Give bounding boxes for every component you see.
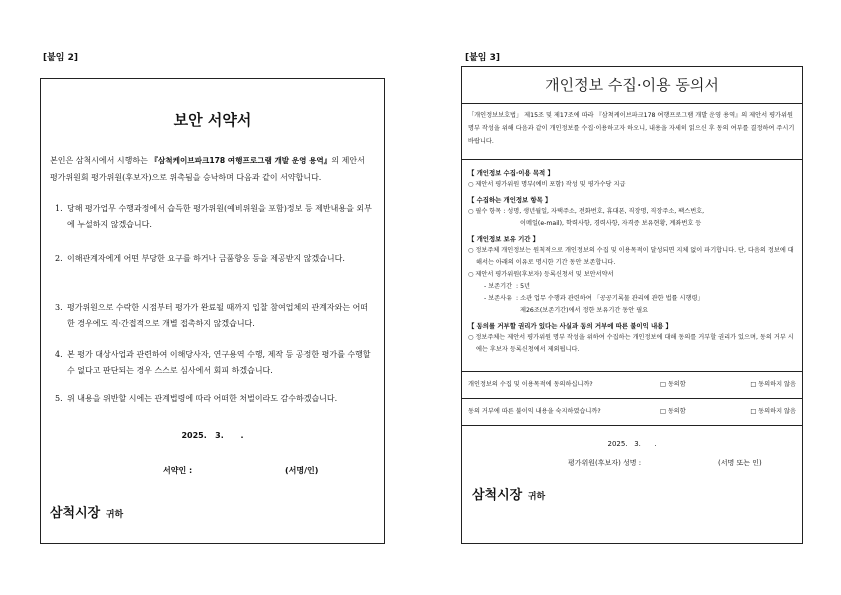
consent-signature-mark: (서명 또는 인) bbox=[718, 459, 762, 467]
pledge-item-5 bbox=[55, 391, 374, 407]
consent-title: 개인정보 수집·이용 동의서 bbox=[462, 67, 802, 104]
consent-signer-label: 평가위원(후보자) 성명 : bbox=[568, 459, 642, 467]
retention-reason-cont: 제26조(보존기간)에서 정한 보유기간 동안 필요 bbox=[520, 307, 649, 314]
pledge-intro bbox=[50, 152, 375, 186]
item-text: 이해관계자에게 어떤 부당한 요구를 하거나 금품향응 등을 제공받지 않겠습니다. bbox=[67, 254, 345, 263]
signer-label: 서약인 : bbox=[163, 466, 193, 475]
section-retention-title: 【 개인정보 보유 기간 】 bbox=[468, 235, 540, 243]
section-items-title: 【 수집하는 개인정보 항목 】 bbox=[468, 196, 552, 204]
item-number: 5. bbox=[55, 394, 63, 403]
section-refusal-item: ○ 정보주체는 제안서 평가위원 명부 작성을 위하여 수집하는 개인정보에 대해 동의를 거부할 권리가 있으며, 동의 거부 시에는 후보자 등록신청에서 제외됩니다. bbox=[468, 334, 794, 353]
section-purpose-item: ○ 제안서 평가위원 명부(예비 포함) 작성 및 평가수당 지급 bbox=[468, 181, 626, 188]
consent-question-row-1 bbox=[462, 372, 802, 399]
section-retention-item-1: ○ 정보주체 개인정보는 원칙적으로 개인정보의 수집 및 이용목적이 달성되면 지체 없이 파기합니다. 단, 다음의 정보에 대해서는 아래의 이유로 명시한 기간 동안 보존합니다. bbox=[468, 247, 794, 266]
section-items-item-cont: 이메일(e-mail), 학력사항, 경력사항, 자격증 보유현황, 계좌번호 등 bbox=[520, 220, 702, 227]
pledge-title: 보안 서약서 bbox=[173, 111, 252, 129]
left-attachment-tag: [붙임 2] bbox=[43, 53, 79, 63]
pledge-item-2 bbox=[55, 251, 374, 267]
retention-reason: - 보존사유 : 소관 업무 수행과 관련하여 「공공기록물 관리에 관한 법률 시행령」 bbox=[484, 295, 704, 302]
section-purpose-title: 【 개인정보 수집·이용 목적 】 bbox=[468, 169, 554, 177]
section-refusal-title: 【 동의를 거부할 권리가 있다는 사실과 동의 거부에 따른 불이익 내용 】 bbox=[468, 322, 672, 330]
section-retention-item-2: ○ 제안서 평가위원(후보자) 등록신청서 및 보안서약서 bbox=[468, 271, 614, 278]
item-text: 위 내용을 위반할 시에는 관계법령에 따라 어떠한 처벌이라도 감수하겠습니다. bbox=[67, 394, 338, 403]
consent-intro: 「개인정보보호법」 제15조 및 제17조에 따라 『삼척케이브파크178 여행프로그램 개발 운영 용역』의 제안서 평가위원 명부 작성을 위해 다음과 같이 개인정보를 수집·이용하고자 하오니, 내용을 자세히 읽으신 후 동의 여부를 결정하여 주시기 바랍니다. bbox=[462, 104, 802, 160]
addressee bbox=[50, 502, 123, 521]
mayor-title: 삼척시장 bbox=[50, 506, 101, 521]
consent-signature-area bbox=[462, 426, 802, 536]
disagree-checkbox-1[interactable]: □ 동의하지 않음 bbox=[750, 381, 796, 388]
signature-mark: (서명/인) bbox=[285, 466, 319, 475]
honorific: 귀하 bbox=[527, 492, 546, 502]
agree-checkbox-1[interactable]: □ 동의함 bbox=[660, 381, 686, 388]
consent-question-1: 개인정보의 수집 및 이용목적에 동의하십니까? bbox=[468, 381, 593, 388]
item-number: 1. bbox=[55, 204, 63, 213]
consent-addressee bbox=[472, 484, 545, 503]
pledge-date: 2025. 3. . bbox=[181, 431, 244, 440]
item-text: 당해 평가업무 수행과정에서 습득한 평가위원(예비위원을 포함)정보 등 제반내용을 외부에 누설하지 않겠습니다. bbox=[67, 204, 372, 229]
section-items-item: ○ 필수 항목 : 성명, 생년월일, 자택주소, 전화번호, 휴대폰, 직장명, 직장주소, 팩스번호, bbox=[468, 208, 705, 215]
security-pledge-form bbox=[40, 78, 385, 544]
consent-date: 2025. 3. . bbox=[607, 440, 657, 448]
consent-question-row-2 bbox=[462, 399, 802, 426]
item-number: 3. bbox=[55, 303, 63, 312]
pledge-item-3 bbox=[55, 300, 374, 332]
item-text: 평가위원으로 수락한 시점부터 평가가 완료될 때까지 입찰 참여업체의 관계자와는 어떠한 경우에도 직·간접적으로 개별 접촉하지 않겠습니다. bbox=[67, 303, 369, 328]
intro-text-post: 의 제안서 평가위원회 평가위원(후보자)으로 위촉됨을 승낙하며 다음과 같이 서약합니다. bbox=[50, 156, 365, 182]
right-attachment-tag: [붙임 3] bbox=[465, 53, 501, 63]
mayor-title: 삼척시장 bbox=[472, 488, 523, 503]
project-name: 『삼척케이브파크178 여행프로그램 개발 운영 용역』 bbox=[150, 156, 332, 165]
intro-text-pre: 본인은 삼척시에서 시행하는 bbox=[50, 156, 151, 165]
pledge-item-1 bbox=[55, 201, 374, 233]
agree-checkbox-2[interactable]: □ 동의함 bbox=[660, 408, 686, 415]
item-number: 2. bbox=[55, 254, 63, 263]
consent-question-2: 동의 거부에 따른 불이익 내용을 숙지하였습니까? bbox=[468, 408, 601, 415]
pledge-item-4 bbox=[55, 347, 374, 379]
disagree-checkbox-2[interactable]: □ 동의하지 않음 bbox=[750, 408, 796, 415]
privacy-consent-form bbox=[461, 66, 803, 544]
item-number: 4. bbox=[55, 350, 63, 359]
item-text: 본 평가 대상사업과 관련하여 이해당사자, 연구용역 수행, 제작 등 공정한 평가를 수행할 수 없다고 판단되는 경우 스스로 심사에서 회피 하겠습니다. bbox=[67, 350, 371, 375]
consent-sections bbox=[462, 160, 802, 372]
retention-period: - 보존기간 : 5년 bbox=[484, 283, 531, 290]
honorific: 귀하 bbox=[105, 510, 124, 520]
